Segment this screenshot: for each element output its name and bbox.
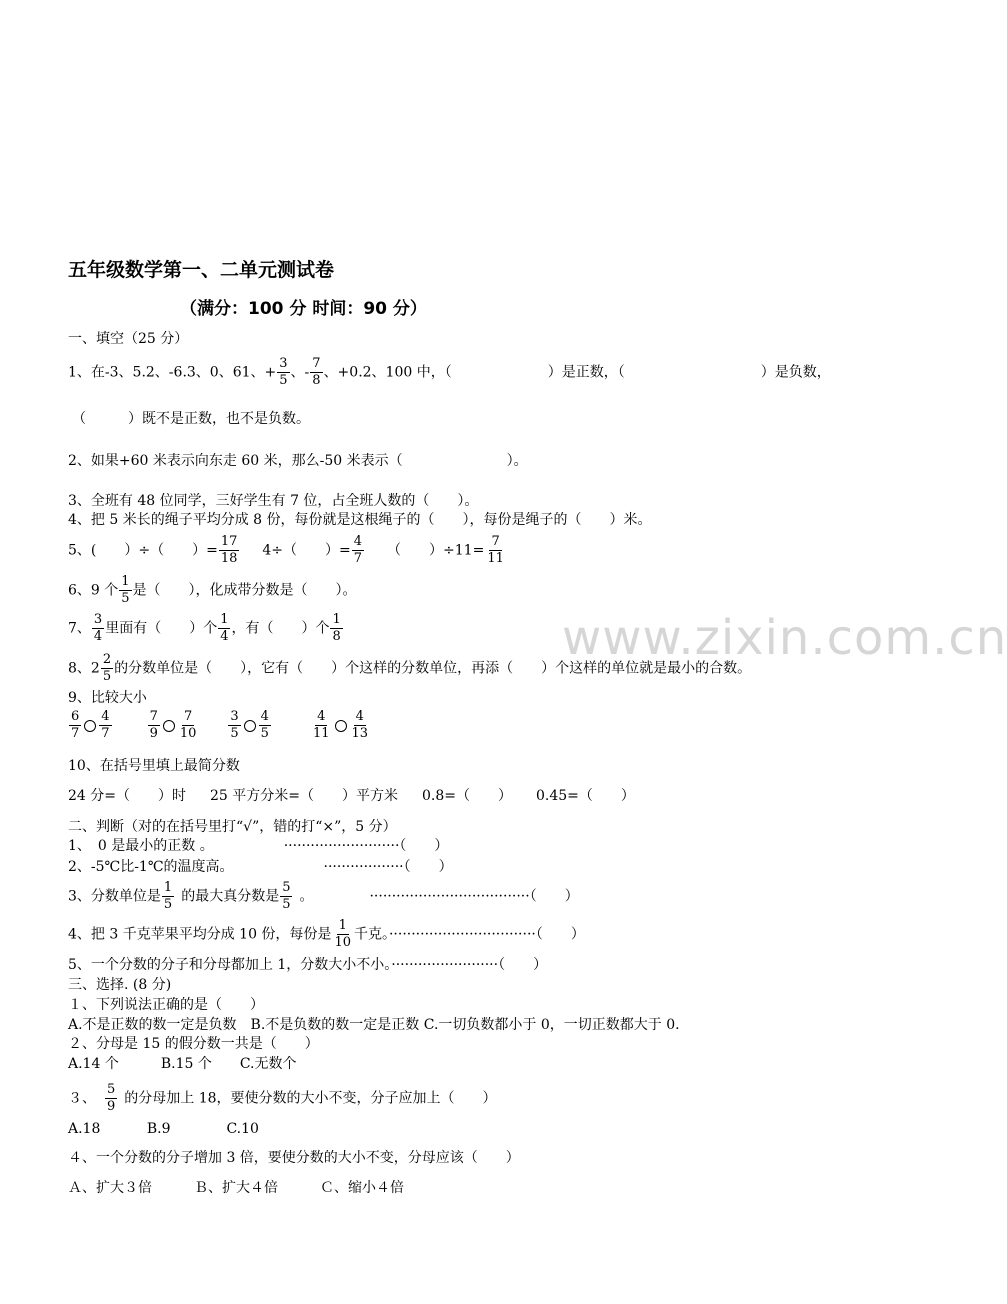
fraction: $\frac{4}{7}$ (353, 534, 363, 566)
question-9: 9、比较大小 (68, 690, 147, 706)
section-1-header: 一、填空（25 分） (68, 331, 189, 347)
q1-text: 1、在-3、5.2、-6.3、0、61、+ (68, 364, 277, 381)
question-6: 6、9 个 $\frac{1}{5}$ 是（ ），化成带分数是（ ）。 (68, 574, 357, 606)
question-4: 4、把 5 米长的绳子平均分成 8 份，每份就是这根绳子的（ ），每份是绳子的（ ）米。 (68, 512, 652, 528)
fraction: $\frac{7}{11}$ (487, 534, 504, 566)
judge-5: 5、一个分数的分子和分母都加上 1，分数大小不小。························（ ） (68, 957, 548, 973)
compare-circle[interactable] (244, 720, 256, 732)
question-9-compare (68, 709, 371, 742)
choice-4-options: Ａ、扩大３倍 Ｂ、扩大４倍 Ｃ、缩小４倍 (68, 1180, 404, 1196)
fraction: $\frac{5}{5}$ (282, 880, 291, 912)
fraction: $\frac{1}{10}$ (334, 918, 351, 950)
compare-pair: $\frac{7}{9}$ $\frac{7}{10}$ (149, 709, 197, 741)
fraction: $\frac{3}{4}$ (93, 612, 103, 644)
page-title: 五年级数学第一、二单元测试卷 (68, 259, 335, 281)
question-10: 10、在括号里填上最简分数 (68, 758, 240, 774)
choice-3: ３、 $\frac{5}{9}$ 的分母加上 18，要使分数的大小不变，分子应加上（ ） (68, 1082, 497, 1114)
compare-pair: $\frac{4}{11}$ $\frac{4}{13}$ (312, 709, 369, 741)
judge-1: 1、 0 是最小的正数 。 ··························（ ） (68, 838, 449, 854)
choice-4: ４、一个分数的分子增加 3 倍，要使分数的大小不变，分母应该（ ） (68, 1150, 520, 1166)
compare-pair: $\frac{3}{5}$ $\frac{4}{5}$ (230, 709, 269, 741)
q1-text: ）是负数， (760, 364, 831, 381)
question-5: 5、( ）÷（ ）= $\frac{17}{18}$ 4÷（ ）= $\frac{4}{7}$ （ ）÷11= $\frac{7}{11}$ (68, 534, 504, 566)
question-2: 2、如果+60 米表示向东走 60 米，那么-50 米表示（ ）。 (68, 453, 528, 469)
question-7: 7、 $\frac{3}{4}$ 里面有（ ）个 $\frac{1}{4}$ ，有（ ）个 $\frac{1}{8}$ (68, 612, 341, 644)
question-10-items: 24 分=（ ）时 25 平方分米=（ ）平方米 0.8=（ ） 0.45=（ ） (68, 788, 635, 804)
compare-circle[interactable] (163, 720, 175, 732)
fraction: $\frac{17}{18}$ (220, 534, 238, 566)
judge-2: 2、-5℃比-1℃的温度高。 ··················（ ） (68, 859, 453, 875)
judge-3: 3、分数单位是 $\frac{1}{5}$ 的最大真分数是 $\frac{5}{5}$ 。 ····································（ ） (68, 880, 579, 912)
fraction: $\frac{2}{5}$ (102, 652, 112, 684)
question-8: 8、2 $\frac{2}{5}$ 的分数单位是（ ），它有（ ）个这样的分数单位，再添（ ）个这样的单位就是最小的合数。 (68, 652, 752, 684)
q1-text: 、- (290, 364, 310, 381)
fraction: $\frac{3}{5}$ (279, 356, 288, 388)
fraction: $\frac{7}{8}$ (312, 356, 321, 388)
choice-2: ２、分母是 15 的假分数一共是（ ） (68, 1036, 319, 1052)
section-2-header: 二、判断（对的在括号里打“√”，错的打“×”，5 分） (68, 819, 397, 835)
compare-circle[interactable] (84, 720, 96, 732)
fraction: $\frac{5}{9}$ (107, 1082, 116, 1114)
fraction: $\frac{1}{8}$ (332, 612, 341, 644)
question-1-line2: （ ）既不是正数，也不是负数。 (72, 411, 310, 427)
fraction: $\frac{1}{5}$ (121, 574, 130, 606)
q1-text: 、+0.2、100 中，（ (323, 364, 452, 381)
fraction: $\frac{1}{4}$ (220, 612, 229, 644)
question-3: 3、全班有 48 位同学，三好学生有 7 位，占全班人数的（ ）。 (68, 493, 479, 509)
choice-1-options: A.不是正数的数一定是负数 B.不是负数的数一定是正数 C.一切负数都小于 0，一切正数都大于 0. (68, 1017, 680, 1033)
judge-4: 4、把 3 千克苹果平均分成 10 份，每份是 $\frac{1}{10}$ 千克。·································（ ） (68, 918, 585, 950)
section-3-header: 三、选择. (8 分) (68, 977, 172, 993)
watermark: www.zixin.com.cn (562, 610, 1007, 666)
choice-2-options: A.14 个 B.15 个 C.无数个 (68, 1056, 297, 1072)
q1-text: ）是正数，（ (547, 364, 625, 381)
compare-pair: $\frac{6}{7}$ $\frac{4}{7}$ (71, 709, 110, 741)
fraction: $\frac{1}{5}$ (163, 880, 173, 912)
question-1 (68, 356, 831, 389)
choice-1: １、下列说法正确的是（ ） (68, 997, 264, 1013)
page-subtitle: （满分：100 分 时间：90 分） (180, 299, 427, 319)
choice-3-options: A.18 B.9 C.10 (68, 1121, 259, 1137)
compare-circle[interactable] (335, 720, 347, 732)
